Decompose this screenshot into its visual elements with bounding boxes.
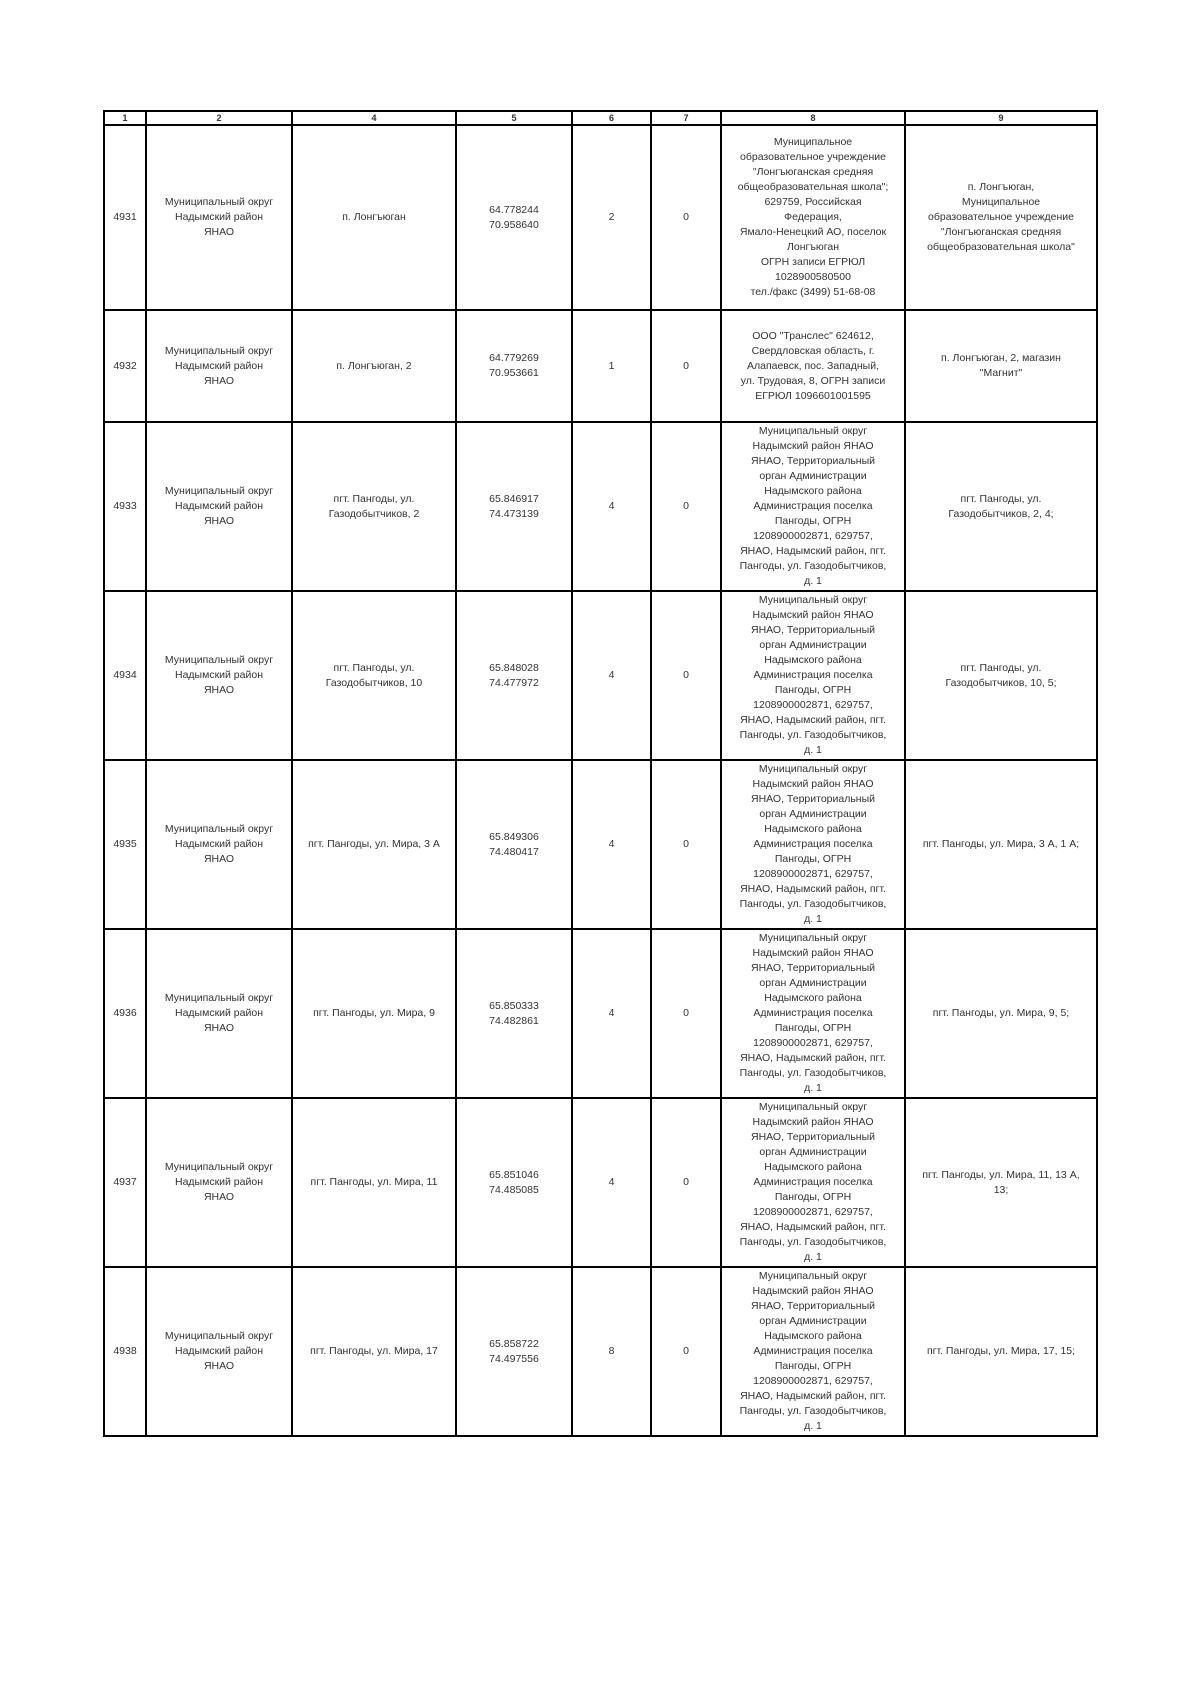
cell-address-text: п. Лонгъюган, 2	[336, 359, 412, 372]
cell-number-text: 4933	[113, 500, 137, 512]
cell-owner-text: Муниципальный округ Надымский район ЯНАО ЯНАО, Территориальный орган Администрации Надымского района Администрация поселка Пангоды, ОГРН 1208900002871, 629757, ЯНАО, Надымский район, пгт. Пангоды, ул. Газодобытчиков, д. 1	[739, 932, 887, 1094]
cell-number-text: 4938	[113, 1345, 137, 1357]
table-row	[104, 760, 1097, 929]
cell-coordinates	[456, 310, 572, 422]
cell-container-count-text: 8	[608, 1345, 615, 1357]
cell-waste-sources-text: пгт. Пангоды, ул. Газодобытчиков, 10, 5;	[945, 661, 1057, 689]
cell-district	[146, 929, 292, 1098]
cell-district	[146, 125, 292, 310]
cell-waste-sources	[905, 760, 1097, 929]
cell-address-text: пгт. Пангоды, ул. Газодобытчиков, 2	[328, 492, 420, 520]
cell-waste-sources	[905, 310, 1097, 422]
cell-address	[292, 310, 456, 422]
cell-coordinates-text: 65.849306 74.480417	[489, 830, 539, 858]
cell-container-count	[572, 1098, 651, 1267]
cell-owner	[721, 125, 905, 310]
cell-container-count-text: 4	[608, 500, 615, 512]
cell-owner	[721, 1098, 905, 1267]
cell-coordinates-text: 65.848028 74.477972	[489, 661, 539, 689]
cell-address	[292, 1098, 456, 1267]
cell-waste-sources-text: пгт. Пангоды, ул. Газодобытчиков, 2, 4;	[948, 492, 1054, 520]
cell-container-count	[572, 422, 651, 591]
cell-container-count	[572, 591, 651, 760]
cell-container-count-text: 2	[608, 211, 615, 223]
cell-reserve-count	[651, 929, 721, 1098]
cell-address	[292, 125, 456, 310]
cell-container-count-text: 4	[608, 838, 615, 850]
cell-container-count-text: 4	[608, 669, 615, 681]
cell-number-text: 4937	[113, 1176, 137, 1188]
header-cell: 8	[721, 111, 905, 125]
cell-district-text: Муниципальный округ Надымский район ЯНАО	[164, 992, 274, 1034]
cell-owner	[721, 1267, 905, 1436]
cell-number-text: 4936	[113, 1007, 137, 1019]
cell-waste-sources-text: пгт. Пангоды, ул. Мира, 3 А, 1 А;	[922, 838, 1080, 850]
table-row	[104, 310, 1097, 422]
cell-waste-sources-text: пгт. Пангоды, ул. Мира, 9, 5;	[932, 1007, 1070, 1019]
cell-number-text: 4935	[113, 838, 137, 850]
cell-container-count-text: 1	[608, 359, 615, 372]
cell-number	[104, 422, 146, 591]
header-cell: 2	[146, 111, 292, 125]
cell-owner-text: Муниципальный округ Надымский район ЯНАО ЯНАО, Территориальный орган Администрации Надымского района Администрация поселка Пангоды, ОГРН 1208900002871, 629757, ЯНАО, Надымский район, пгт. Пангоды, ул. Газодобытчиков, д. 1	[739, 1270, 887, 1432]
cell-reserve-count-text: 0	[683, 211, 689, 223]
cell-address-text: пгт. Пангоды, ул. Мира, 17	[310, 1345, 438, 1357]
cell-reserve-count-text: 0	[683, 359, 689, 372]
cell-coordinates	[456, 929, 572, 1098]
cell-reserve-count	[651, 310, 721, 422]
cell-number	[104, 591, 146, 760]
registry-table	[103, 110, 1098, 1437]
cell-number	[104, 1098, 146, 1267]
cell-reserve-count-text: 0	[683, 500, 689, 512]
cell-coordinates	[456, 1098, 572, 1267]
cell-address	[292, 1267, 456, 1436]
cell-address	[292, 591, 456, 760]
cell-owner	[721, 929, 905, 1098]
cell-coordinates-text: 65.846917 74.473139	[489, 492, 539, 520]
header-cell: 6	[572, 111, 651, 125]
cell-reserve-count-text: 0	[683, 1007, 689, 1019]
cell-owner-text: Муниципальное образовательное учреждение "Лонгъюганская средняя общеобразовательная школа"; 629759, Российская Федерация, Ямало-Ненецкий АО, поселок Лонгъюган ОГРН записи ЕГРЮЛ 1028900580500 тел./факс (3499) 51-68-08	[737, 136, 889, 298]
cell-reserve-count-text: 0	[683, 838, 689, 850]
cell-owner	[721, 591, 905, 760]
cell-reserve-count	[651, 1098, 721, 1267]
cell-owner	[721, 310, 905, 422]
cell-reserve-count-text: 0	[683, 1345, 689, 1357]
header-cell: 5	[456, 111, 572, 125]
cell-number-text: 4931	[113, 211, 137, 223]
cell-waste-sources-text: п. Лонгъюган, 2, магазин "Магнит"	[941, 352, 1061, 379]
cell-district	[146, 422, 292, 591]
cell-number	[104, 929, 146, 1098]
cell-address-text: пгт. Пангоды, ул. Газодобытчиков, 10	[325, 661, 423, 689]
cell-coordinates	[456, 422, 572, 591]
cell-coordinates	[456, 125, 572, 310]
cell-waste-sources	[905, 422, 1097, 591]
cell-container-count	[572, 310, 651, 422]
cell-owner-text: Муниципальный округ Надымский район ЯНАО ЯНАО, Территориальный орган Администрации Надымского района Администрация поселка Пангоды, ОГРН 1208900002871, 629757, ЯНАО, Надымский район, пгт. Пангоды, ул. Газодобытчиков, д. 1	[739, 594, 887, 756]
cell-district	[146, 591, 292, 760]
cell-reserve-count	[651, 422, 721, 591]
cell-address	[292, 929, 456, 1098]
cell-number	[104, 310, 146, 422]
table-row	[104, 1267, 1097, 1436]
cell-container-count	[572, 929, 651, 1098]
table-body	[104, 125, 1097, 1436]
cell-address-text: п. Лонгъюган	[342, 211, 406, 223]
cell-reserve-count-text: 0	[683, 1176, 689, 1188]
cell-coordinates	[456, 1267, 572, 1436]
cell-district-text: Муниципальный округ Надымский район ЯНАО	[164, 654, 274, 696]
cell-owner-text: Муниципальный округ Надымский район ЯНАО ЯНАО, Территориальный орган Администрации Надымского района Администрация поселка Пангоды, ОГРН 1208900002871, 629757, ЯНАО, Надымский район, пгт. Пангоды, ул. Газодобытчиков, д. 1	[739, 1101, 887, 1263]
cell-container-count	[572, 760, 651, 929]
cell-container-count-text: 4	[608, 1007, 615, 1019]
table-row	[104, 422, 1097, 591]
cell-waste-sources-text: пгт. Пангоды, ул. Мира, 17, 15;	[926, 1345, 1076, 1357]
table-row	[104, 125, 1097, 310]
header-cell: 1	[104, 111, 146, 125]
cell-reserve-count	[651, 125, 721, 310]
cell-address	[292, 422, 456, 591]
cell-waste-sources	[905, 1267, 1097, 1436]
cell-reserve-count	[651, 591, 721, 760]
cell-coordinates-text: 64.779269 70.953661	[489, 352, 539, 379]
cell-district	[146, 310, 292, 422]
cell-coordinates-text: 65.851046 74.485085	[489, 1168, 539, 1196]
cell-address-text: пгт. Пангоды, ул. Мира, 11	[310, 1176, 438, 1188]
cell-district-text: Муниципальный округ Надымский район ЯНАО	[164, 823, 274, 865]
table-row	[104, 1098, 1097, 1267]
header-cell: 9	[905, 111, 1097, 125]
cell-district	[146, 760, 292, 929]
cell-number	[104, 1267, 146, 1436]
cell-reserve-count	[651, 760, 721, 929]
cell-reserve-count-text: 0	[683, 669, 689, 681]
header-row	[104, 111, 1097, 125]
cell-owner-text: ООО "Транслес" 624612, Свердловская область, г. Алапаевск, пос. Западный, ул. Трудовая, 8, ОГРН записи ЕГРЮЛ 1096601001595	[740, 329, 886, 402]
cell-owner	[721, 760, 905, 929]
cell-district-text: Муниципальный округ Надымский район ЯНАО	[164, 1330, 274, 1372]
cell-coordinates-text: 65.850333 74.482861	[489, 999, 539, 1027]
cell-district-text: Муниципальный округ Надымский район ЯНАО	[164, 485, 274, 527]
cell-owner-text: Муниципальный округ Надымский район ЯНАО ЯНАО, Территориальный орган Администрации Надымского района Администрация поселка Пангоды, ОГРН 1208900002871, 629757, ЯНАО, Надымский район, пгт. Пангоды, ул. Газодобытчиков, д. 1	[739, 425, 887, 587]
cell-waste-sources	[905, 591, 1097, 760]
cell-container-count	[572, 1267, 651, 1436]
cell-container-count	[572, 125, 651, 310]
cell-coordinates	[456, 760, 572, 929]
cell-owner	[721, 422, 905, 591]
cell-number	[104, 125, 146, 310]
cell-waste-sources-text: пгт. Пангоды, ул. Мира, 11, 13 А, 13;	[922, 1168, 1080, 1196]
cell-waste-sources	[905, 1098, 1097, 1267]
cell-owner-text: Муниципальный округ Надымский район ЯНАО ЯНАО, Территориальный орган Администрации Надымского района Администрация поселка Пангоды, ОГРН 1208900002871, 629757, ЯНАО, Надымский район, пгт. Пангоды, ул. Газодобытчиков, д. 1	[739, 763, 887, 925]
cell-district	[146, 1267, 292, 1436]
cell-district-text: Муниципальный округ Надымский район ЯНАО	[164, 1161, 274, 1203]
cell-district	[146, 1098, 292, 1267]
cell-coordinates-text: 65.858722 74.497556	[489, 1337, 539, 1365]
cell-waste-sources	[905, 929, 1097, 1098]
header-cell: 4	[292, 111, 456, 125]
cell-coordinates	[456, 591, 572, 760]
cell-number-text: 4932	[113, 359, 137, 372]
cell-container-count-text: 4	[608, 1176, 615, 1188]
cell-address-text: пгт. Пангоды, ул. Мира, 3 А	[308, 838, 440, 850]
table-header	[104, 111, 1097, 125]
cell-number	[104, 760, 146, 929]
table-row	[104, 929, 1097, 1098]
cell-waste-sources-text: п. Лонгъюган, Муниципальное образовательное учреждение "Лонгъюганская средняя общеобразовательная школа"	[927, 181, 1075, 253]
cell-district-text: Муниципальный округ Надымский район ЯНАО	[164, 196, 274, 238]
header-cell: 7	[651, 111, 721, 125]
table-row	[104, 591, 1097, 760]
cell-district-text: Муниципальный округ Надымский район ЯНАО	[164, 344, 274, 387]
cell-address	[292, 760, 456, 929]
cell-number-text: 4934	[113, 669, 137, 681]
cell-waste-sources	[905, 125, 1097, 310]
cell-coordinates-text: 64.778244 70.958640	[489, 203, 539, 231]
cell-reserve-count	[651, 1267, 721, 1436]
cell-address-text: пгт. Пангоды, ул. Мира, 9	[313, 1007, 435, 1019]
